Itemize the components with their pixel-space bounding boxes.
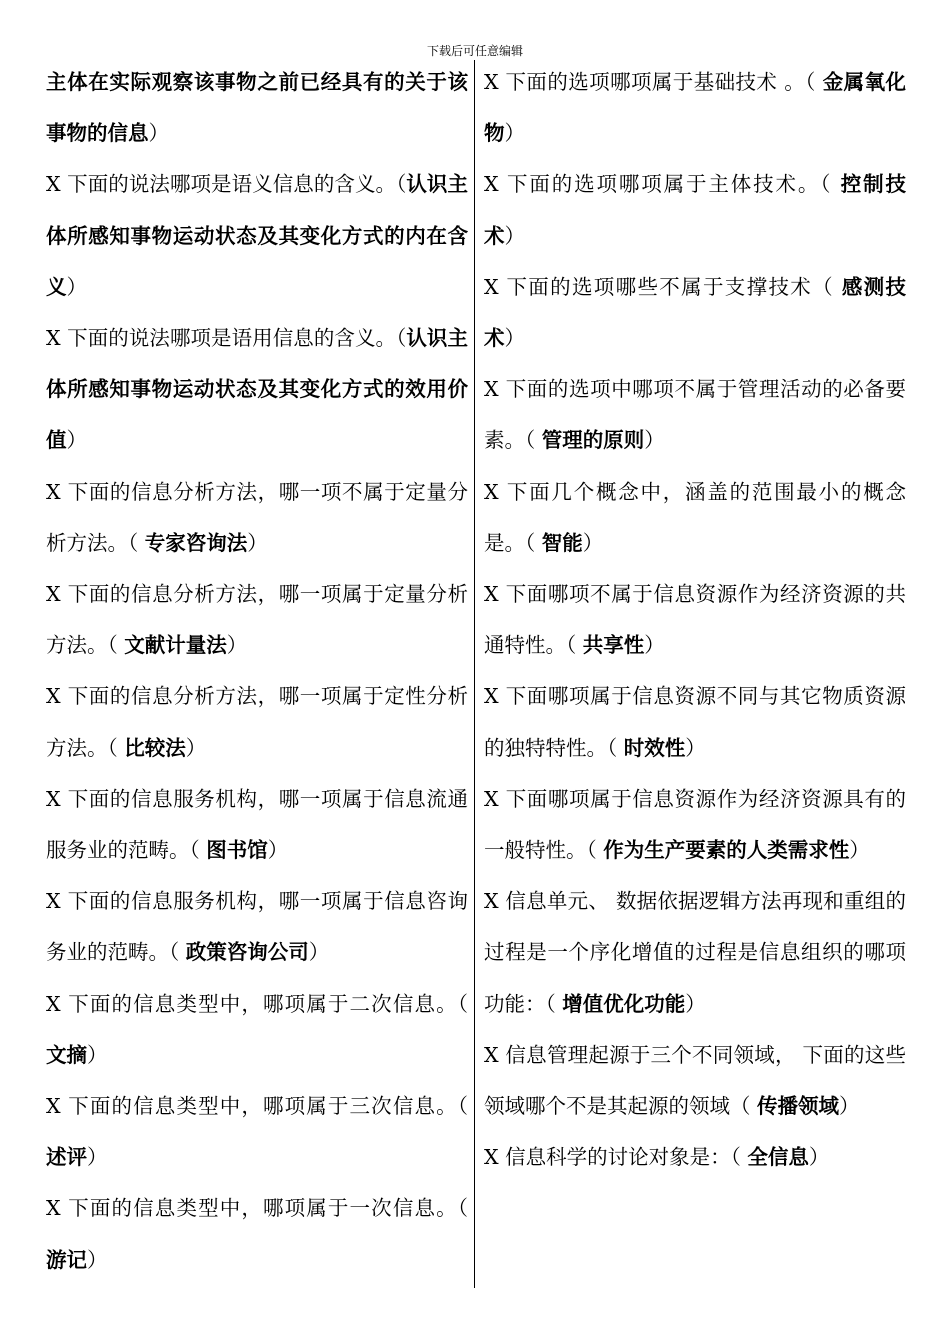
left-column bbox=[46, 57, 468, 1286]
answer-text: 述评 bbox=[46, 1145, 87, 1170]
question-text: X 下面几个概念中，涵盖的范围最小的概念是。（ bbox=[484, 479, 906, 555]
answer-text: 政策咨询公司 bbox=[185, 940, 309, 965]
closing-paren: ） bbox=[66, 274, 87, 299]
question-item bbox=[46, 57, 468, 159]
question-item bbox=[46, 313, 468, 467]
question-item bbox=[484, 57, 906, 159]
answer-text: 文献计量法 bbox=[124, 633, 227, 658]
answer-text: 智能 bbox=[541, 530, 583, 555]
closing-paren: ） bbox=[267, 838, 289, 863]
question-text: X 下面哪项属于信息资源不同与其它物质资源的独特特性。（ bbox=[484, 684, 906, 760]
answer-text: 文摘 bbox=[46, 1042, 87, 1067]
question-text: X 下面哪项属于信息资源作为经济资源具有的一般特性。（ bbox=[484, 786, 906, 863]
question-text: X 信息单元、 数据依据逻辑方法再现和重组的过程是一个序化增值的过程是信息组织的哪项功能：（ bbox=[484, 889, 906, 1016]
question-item bbox=[46, 876, 468, 978]
question-item bbox=[484, 262, 906, 364]
question-item bbox=[484, 876, 906, 1030]
answer-text: 专家咨询法 bbox=[144, 530, 248, 555]
question-item bbox=[484, 1030, 906, 1132]
question-text: X 下面的信息分析方法，哪一项属于定性分析方法。（ bbox=[46, 684, 468, 760]
answer-text: 控制技术 bbox=[484, 172, 906, 248]
question-item bbox=[484, 774, 906, 876]
question-text: X 下面的选项哪项属于主体技术。（ bbox=[484, 172, 841, 197]
question-text: X 下面的说法哪项是语用信息的含义。（ bbox=[46, 326, 407, 351]
question-text: X 下面的选项哪些不属于支撑技术（ bbox=[484, 274, 842, 299]
closing-paren: ） bbox=[839, 1094, 860, 1119]
question-item bbox=[484, 671, 906, 773]
closing-paren: ） bbox=[644, 428, 665, 453]
question-text: X 信息科学的讨论对象是：（ bbox=[484, 1145, 748, 1170]
answer-text: 作为生产要素的人类需求性 bbox=[603, 838, 850, 863]
question-text: X 下面的选项中哪项不属于管理活动的必备要素。（ bbox=[484, 377, 906, 453]
question-text: X 下面的信息服务机构，哪一项属于信息流通服务业的范畴。（ bbox=[46, 786, 468, 863]
closing-paren: ） bbox=[582, 530, 604, 555]
question-item bbox=[46, 569, 468, 671]
question-text: X 下面的信息服务机构，哪一项属于信息咨询务业的范畴。（ bbox=[46, 889, 468, 965]
answer-text: 时效性 bbox=[623, 735, 686, 760]
closing-paren: ） bbox=[644, 633, 665, 658]
closing-paren: ） bbox=[87, 1145, 108, 1170]
question-text: X 下面的信息类型中，哪项属于三次信息。（ bbox=[46, 1094, 468, 1119]
answer-text: 比较法 bbox=[124, 735, 186, 760]
question-item bbox=[484, 364, 906, 466]
closing-paren: ） bbox=[247, 530, 268, 555]
question-item bbox=[484, 467, 906, 569]
question-item bbox=[484, 1132, 906, 1183]
answer-text: 管理的原则 bbox=[541, 428, 645, 453]
closing-paren: ） bbox=[504, 326, 525, 351]
question-text: X 下面的说法哪项是语义信息的含义。（ bbox=[46, 172, 407, 197]
question-text: X 下面的信息分析方法，哪一项不属于定量分析方法。（ bbox=[46, 479, 468, 555]
answer-text: 金属氧化物 bbox=[484, 70, 906, 146]
closing-paren: ） bbox=[87, 1247, 108, 1272]
closing-paren: ） bbox=[308, 940, 330, 965]
answer-text: 感测技术 bbox=[484, 274, 906, 351]
closing-paren: ） bbox=[87, 1042, 108, 1067]
answer-text: 主体在实际观察该事物之前已经具有的关于该事物的信息 bbox=[46, 70, 468, 146]
question-text: X 下面的信息类型中，哪项属于一次信息。（ bbox=[46, 1196, 468, 1221]
page-header: 下载后可任意编辑 bbox=[426, 44, 523, 58]
answer-text: 游记 bbox=[46, 1247, 87, 1272]
question-text: X 信息管理起源于三个不同领域， 下面的这些领域哪个不是其起源的领域（ bbox=[484, 1042, 906, 1119]
closing-paren: ） bbox=[808, 1145, 830, 1170]
answer-text: 图书馆 bbox=[206, 838, 268, 863]
column-divider bbox=[474, 60, 475, 1288]
question-item bbox=[46, 979, 468, 1081]
answer-text: 认识主体所感知事物运动状态及其变化方式的效用价值 bbox=[46, 326, 468, 453]
answer-text: 共享性 bbox=[582, 633, 645, 658]
question-item bbox=[46, 1081, 468, 1183]
closing-paren: ） bbox=[504, 121, 525, 146]
closing-paren: ） bbox=[504, 223, 525, 248]
closing-paren: ） bbox=[66, 428, 87, 453]
question-item bbox=[484, 159, 906, 261]
closing-paren: ） bbox=[685, 991, 706, 1016]
question-text: X 下面的信息分析方法，哪一项属于定量分析方法。（ bbox=[46, 582, 468, 658]
answer-text: 传播领域 bbox=[757, 1094, 840, 1119]
question-text: X 下面的选项哪项属于基础技术 。（ bbox=[484, 70, 823, 94]
question-text: X 下面的信息类型中，哪项属于二次信息。（ bbox=[46, 991, 468, 1016]
answer-text: 认识主体所感知事物运动状态及其变化方式的内在含义 bbox=[46, 172, 468, 299]
question-item bbox=[46, 467, 468, 569]
closing-paren: ） bbox=[226, 633, 248, 658]
question-item bbox=[484, 569, 906, 671]
question-item bbox=[46, 671, 468, 773]
closing-paren: ） bbox=[185, 735, 207, 760]
question-item bbox=[46, 159, 468, 313]
answer-text: 全信息 bbox=[747, 1145, 809, 1170]
right-column bbox=[484, 57, 906, 1183]
closing-paren: ） bbox=[685, 735, 706, 760]
question-item bbox=[46, 774, 468, 876]
closing-paren: ） bbox=[148, 121, 169, 146]
answer-text: 增值优化功能 bbox=[562, 991, 686, 1016]
question-item bbox=[46, 1183, 468, 1285]
closing-paren: ） bbox=[849, 838, 870, 863]
question-text: X 下面哪项不属于信息资源作为经济资源的共通特性。（ bbox=[484, 582, 906, 658]
